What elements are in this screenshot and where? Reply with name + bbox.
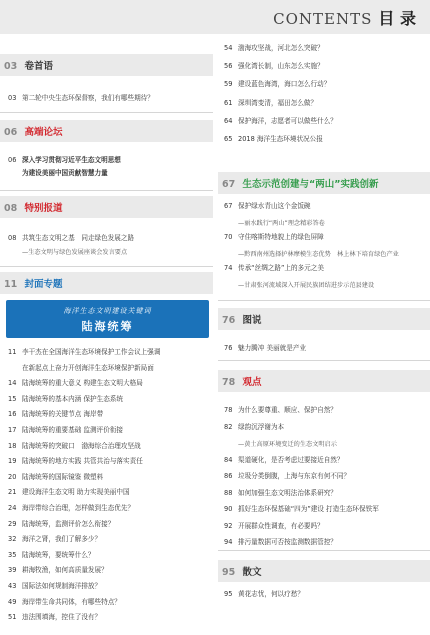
entry-title: 建设海洋生态文明 助力实现美丽中国 (22, 488, 130, 497)
page-number: 65 (224, 135, 233, 143)
header-title (273, 6, 416, 29)
header-title-en: CONTENTS (273, 10, 373, 28)
toc-entry[interactable] (224, 344, 306, 353)
banner-title: 陆海统筹 (81, 320, 134, 333)
section-number: 11 (4, 279, 18, 290)
page-number: 84 (224, 455, 233, 464)
section-number: 03 (4, 61, 18, 72)
divider (0, 266, 213, 267)
section-title[interactable]: 观点 (242, 377, 262, 388)
toc-entry[interactable] (8, 535, 101, 544)
banner-subtitle: 海洋生态文明建设关键词 (63, 307, 152, 315)
toc-entry[interactable] (8, 520, 114, 529)
page-number: 82 (224, 422, 233, 431)
entry-title: 第二轮中央生态环保督察，我们有哪些期待？ (22, 94, 154, 102)
right-column (218, 42, 430, 635)
toc-entry[interactable] (224, 80, 330, 89)
toc-entry[interactable] (224, 62, 324, 71)
toc-entry[interactable] (224, 472, 350, 481)
page-number: 14 (8, 379, 17, 388)
section-header (0, 54, 213, 76)
entry-title: 渠道硬化，是否考虑过要接近自然？ (238, 455, 344, 464)
page-number: 32 (8, 535, 17, 544)
toc-entry[interactable] (224, 135, 323, 144)
page-number: 06 (8, 156, 17, 164)
entry-title: 抓好生态环保基础“四为”建设 打造生态环保铁军 (238, 505, 379, 513)
page-number: 94 (224, 538, 233, 546)
entry-title: 魅力腾冲 美丽就是产业 (238, 344, 307, 352)
page-number: 49 (8, 597, 17, 606)
page-number: 18 (8, 441, 17, 450)
section-header (218, 560, 430, 582)
entry-title: 违法围填海，控住了没有？ (22, 613, 102, 622)
entry-title: 强化湾长制，山东怎么实施？ (238, 62, 324, 71)
entry-title: 共筑生态文明之基 同走绿色发展之路 (22, 234, 135, 242)
toc-entry[interactable] (8, 504, 134, 513)
toc-entry[interactable] (8, 379, 143, 388)
page-number: 76 (224, 344, 233, 352)
page-number: 29 (8, 519, 17, 528)
toc-entry[interactable] (8, 348, 160, 357)
topic-banner (6, 300, 209, 338)
toc-entry[interactable] (224, 590, 304, 599)
entry-title: 耕海牧渔，如何高质量发展？ (22, 566, 108, 575)
entry-title: 保护海洋，志愿者可以做些什么？ (238, 116, 337, 125)
entry-title: 如何加强生态文明法治体系研究？ (238, 488, 337, 497)
entry-title: 海岸带生命共同体，有哪些特点？ (22, 597, 121, 606)
entry-title: —丽水践行“两山”理念精彩答卷 (238, 219, 325, 227)
section-header (0, 272, 213, 294)
section-title[interactable]: 特别报道 (24, 203, 63, 214)
page-number: 19 (8, 457, 17, 466)
entry-title: —黔西南州选择护林摩模生态优势 林上林下培育绿色产业 (238, 250, 399, 258)
section-number: 06 (4, 127, 18, 138)
toc-entry[interactable] (224, 99, 317, 108)
entry-title: 绿韵沉浮谢为本 (238, 422, 285, 431)
entry-title: 黄花志忧，何以疗愁？ (238, 590, 304, 598)
page-number: 56 (224, 62, 233, 71)
entry-title: 海岸带综合治理，怎样做到生态优先？ (22, 504, 135, 512)
entry-title: 深圳湾变清，福田怎么做？ (238, 98, 318, 107)
page-number: 78 (224, 406, 233, 414)
entry-title: 垃圾分类倒腹，上海与东京有何不同？ (238, 472, 351, 480)
entry-title: 保护绿水青山这个金饭碗 (238, 202, 311, 210)
toc-entry[interactable] (224, 406, 337, 415)
page-number: 35 (8, 550, 17, 559)
entry-title: 深入学习贯彻习近平生态文明思想 (22, 156, 121, 164)
toc-entry[interactable] (224, 117, 337, 126)
section-number: 78 (222, 377, 236, 388)
divider (218, 550, 430, 551)
contents-header (0, 0, 430, 34)
page-number: 86 (224, 472, 233, 480)
toc-entry[interactable] (8, 566, 108, 575)
entry-title: 传承“丝绸之路”上的多元之美 (238, 264, 324, 272)
entry-title: 国际法如何规制海洋排放？ (22, 582, 102, 590)
toc-entry[interactable] (8, 613, 101, 622)
entry-title: 海洋之肾，我们了解多少？ (22, 535, 102, 544)
page-number: 17 (8, 426, 17, 434)
toc-entry[interactable] (8, 234, 134, 243)
entry-title: —甘肃张河流域深入开展民族团结进步示范县建设 (238, 281, 375, 289)
toc-entry-continued[interactable] (22, 169, 108, 178)
entry-title: 为建设美丽中国贡献智慧力量 (22, 169, 108, 177)
page-number: 51 (8, 613, 17, 622)
toc-entry-continued[interactable] (22, 364, 154, 373)
toc-entry[interactable] (8, 551, 95, 560)
toc-entry[interactable] (224, 456, 344, 465)
toc-entry[interactable] (8, 442, 141, 451)
section-title[interactable]: 卷首语 (24, 61, 54, 72)
entry-subtitle: —生态文明与绿色发展座谈会发言要点 (22, 249, 128, 256)
divider (218, 300, 430, 301)
entry-title: 陆海统筹的基本内涵 保护生态系统 (22, 394, 124, 403)
section-title[interactable]: 生态示范创建与“两山”实践创新 (242, 179, 379, 190)
header-title-cn: 目 录 (378, 9, 416, 28)
page-number: 61 (224, 98, 233, 107)
toc-entry[interactable] (8, 582, 101, 591)
section-title[interactable]: 图说 (242, 315, 262, 326)
section-title[interactable]: 封面专题 (24, 279, 63, 290)
page-number: 95 (224, 590, 233, 598)
section-header (218, 308, 430, 330)
section-header (0, 120, 213, 142)
page-number: 20 (8, 472, 17, 481)
toc-entry[interactable] (224, 489, 337, 498)
entry-subtitle (238, 249, 399, 258)
page-number: 03 (8, 94, 17, 102)
page-number: 92 (224, 521, 233, 530)
page-number: 64 (224, 116, 233, 125)
entry-subtitle (238, 439, 337, 448)
page-number: 54 (224, 44, 233, 52)
entry-title: 陆海统筹的重大意义 构建生态文明大格局 (22, 379, 143, 388)
toc-entry[interactable] (224, 522, 324, 531)
toc-entry[interactable] (8, 426, 123, 435)
entry-subtitle (238, 218, 325, 227)
section-header (218, 172, 430, 194)
page-number: 90 (224, 505, 233, 513)
entry-title: 陆海统筹的关键节点 海岸带 (22, 410, 104, 419)
toc-entry[interactable] (8, 395, 123, 404)
entry-title: 在新起点上奋力开创海洋生态环境保护新局面 (22, 363, 154, 372)
toc-entry[interactable] (8, 488, 130, 497)
entry-title: —黄土高原环境变迁的生态文明启示 (238, 441, 337, 448)
toc-entry[interactable] (224, 538, 337, 547)
toc-entry[interactable] (8, 598, 121, 607)
entry-title: 陆海统筹，监测评价怎么衔接？ (22, 519, 115, 528)
page-number: 67 (224, 202, 233, 210)
toc-entry[interactable] (224, 423, 284, 432)
entry-title: 2018 海洋生态环境状况公报 (238, 135, 323, 143)
section-number: 76 (222, 315, 236, 326)
page-number: 21 (8, 488, 17, 497)
toc-entry[interactable] (224, 202, 311, 211)
toc-entry[interactable] (8, 410, 103, 419)
divider (0, 190, 213, 191)
toc-entry[interactable] (8, 156, 121, 165)
section-number: 08 (4, 203, 18, 214)
section-title[interactable]: 高端论坛 (24, 127, 63, 138)
entry-title: 守住喀斯特地貌上的绿色屏障 (238, 233, 324, 241)
entry-title: 开展群众性调查，有必要吗？ (238, 521, 324, 530)
section-header (218, 370, 430, 392)
page-number: 08 (8, 234, 17, 242)
toc-entry[interactable] (224, 44, 324, 53)
entry-title: 陆海统筹的地方实践 共管共治与落实责任 (22, 457, 143, 466)
page-number: 70 (224, 233, 233, 241)
toc-entry[interactable] (224, 505, 379, 514)
divider (218, 360, 430, 361)
section-title[interactable]: 散文 (242, 567, 262, 578)
entry-subtitle (238, 280, 374, 289)
entry-title: 排污量数据可否按监测数据管控？ (238, 538, 337, 546)
toc-entry[interactable] (224, 233, 324, 242)
divider (0, 112, 213, 113)
entry-title: 建设蓝色海湾，海口怎么行动？ (238, 80, 331, 89)
page-number: 24 (8, 504, 17, 512)
entry-title: 陆海统筹，要统筹什么？ (22, 550, 95, 559)
page-number: 39 (8, 566, 17, 575)
entry-title: 陆海统筹的重要基础 监测评价衔接 (22, 426, 124, 434)
entry-title: 李干杰在全国海洋生态环境保护工作会议上强调 (22, 348, 161, 356)
page-number: 11 (8, 348, 17, 356)
page-number: 43 (8, 582, 17, 590)
toc-entry[interactable] (8, 473, 103, 482)
entry-title: 陆海统筹的国际镜鉴 微塑料 (22, 472, 104, 481)
entry-title: 陆海统筹的突破口 渤海综合治理攻坚战 (22, 441, 141, 450)
entry-title: 渤海攻坚战，河北怎么突破？ (238, 44, 324, 52)
page-number: 59 (224, 80, 233, 89)
section-header (0, 196, 213, 218)
section-number: 67 (222, 179, 236, 190)
toc-entry[interactable] (8, 457, 143, 466)
left-column (0, 42, 213, 635)
entry-title: 为什么要尊重、顺应、保护自然？ (238, 406, 337, 414)
page-number: 16 (8, 410, 17, 419)
toc-entry[interactable] (224, 264, 324, 273)
toc-entry[interactable] (8, 94, 154, 103)
page-number: 15 (8, 394, 17, 403)
page-number: 74 (224, 264, 233, 272)
section-number: 95 (222, 567, 236, 578)
page-number: 88 (224, 488, 233, 497)
